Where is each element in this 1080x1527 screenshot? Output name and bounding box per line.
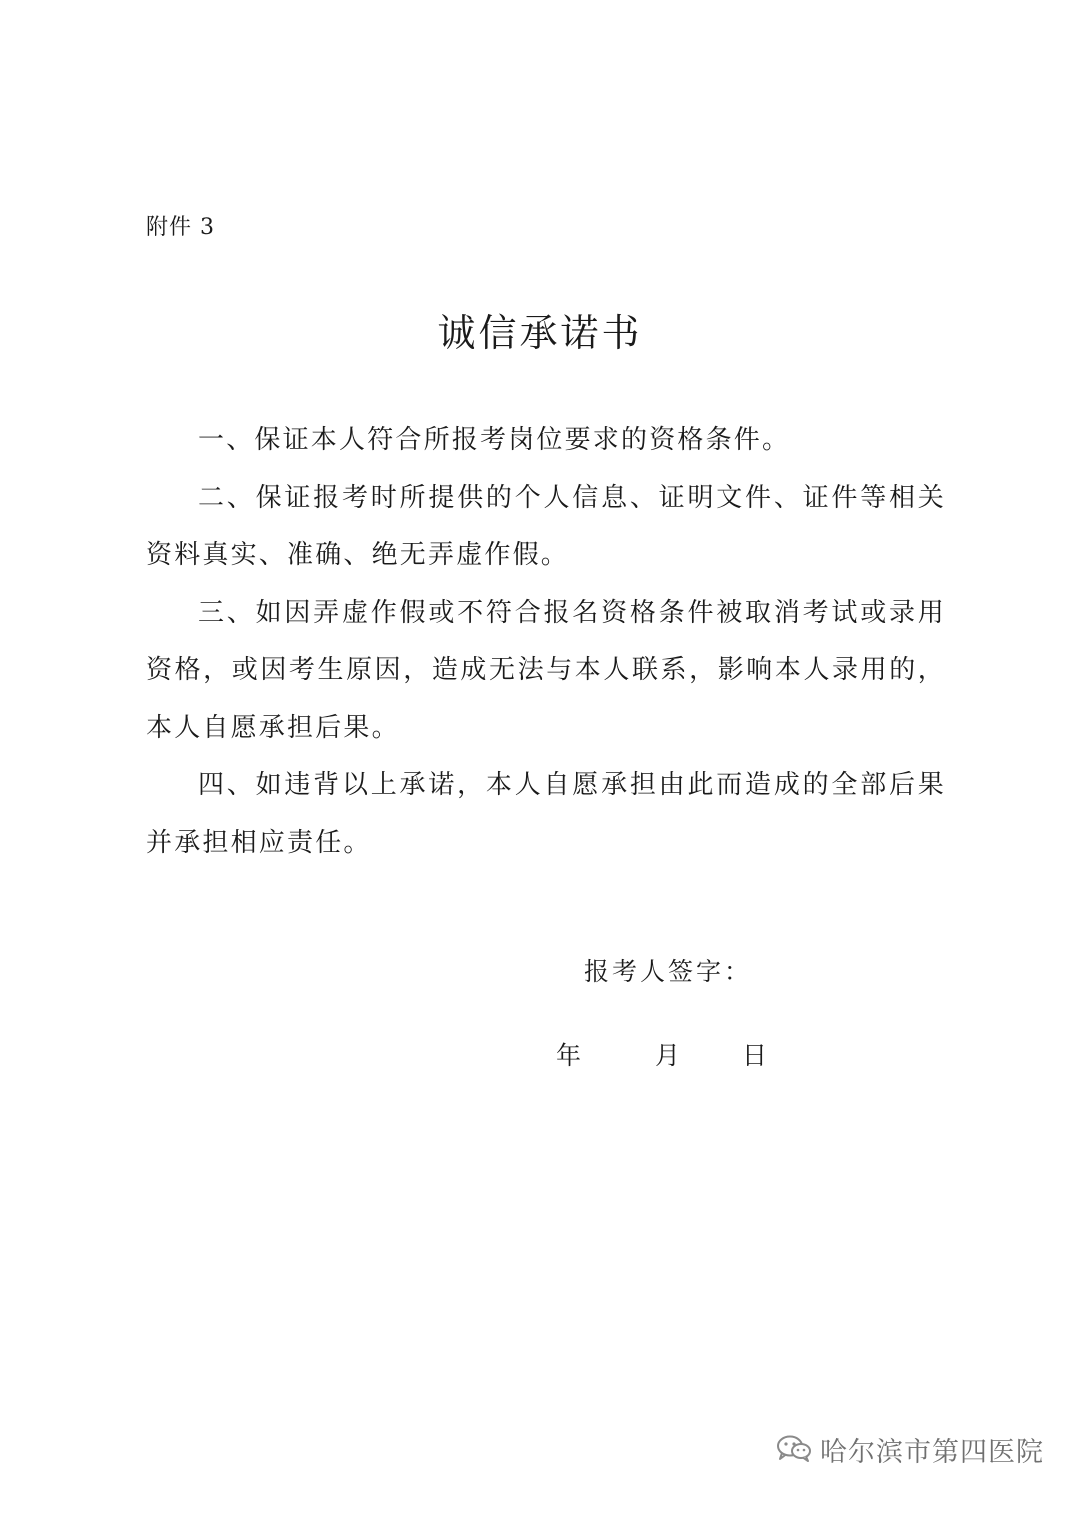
commitment-item-1: 一、保证本人符合所报考岗位要求的资格条件。 [198, 425, 791, 455]
commitment-item-4: 四、如违背以上承诺，本人自愿承担由此而造成的全部后果并承担相应责任。 [146, 770, 946, 858]
commitment-item-2: 二、保证报考时所提供的个人信息、证明文件、证件等相关资料真实、准确、绝无弄虚作假。 [146, 482, 946, 570]
commitment-body [146, 412, 946, 872]
date-month-label: 月 [655, 1041, 681, 1070]
watermark-text: 哈尔滨市第四医院 [820, 1437, 1044, 1468]
watermark [776, 1430, 1044, 1469]
date-day-label: 日 [742, 1041, 768, 1070]
wechat-icon [776, 1434, 812, 1466]
commitment-item-3: 三、如因弄虚作假或不符合报名资格条件被取消考试或录用资格，或因考生原因，造成无法与本人联系，影响本人录用的，本人自愿承担后果。 [146, 597, 946, 743]
document-title: 诚信承诺书 [437, 311, 643, 355]
attachment-label: 附件 3 [146, 215, 215, 240]
signature-label: 报考人签字： [584, 957, 753, 986]
date-year-label: 年 [556, 1041, 582, 1070]
